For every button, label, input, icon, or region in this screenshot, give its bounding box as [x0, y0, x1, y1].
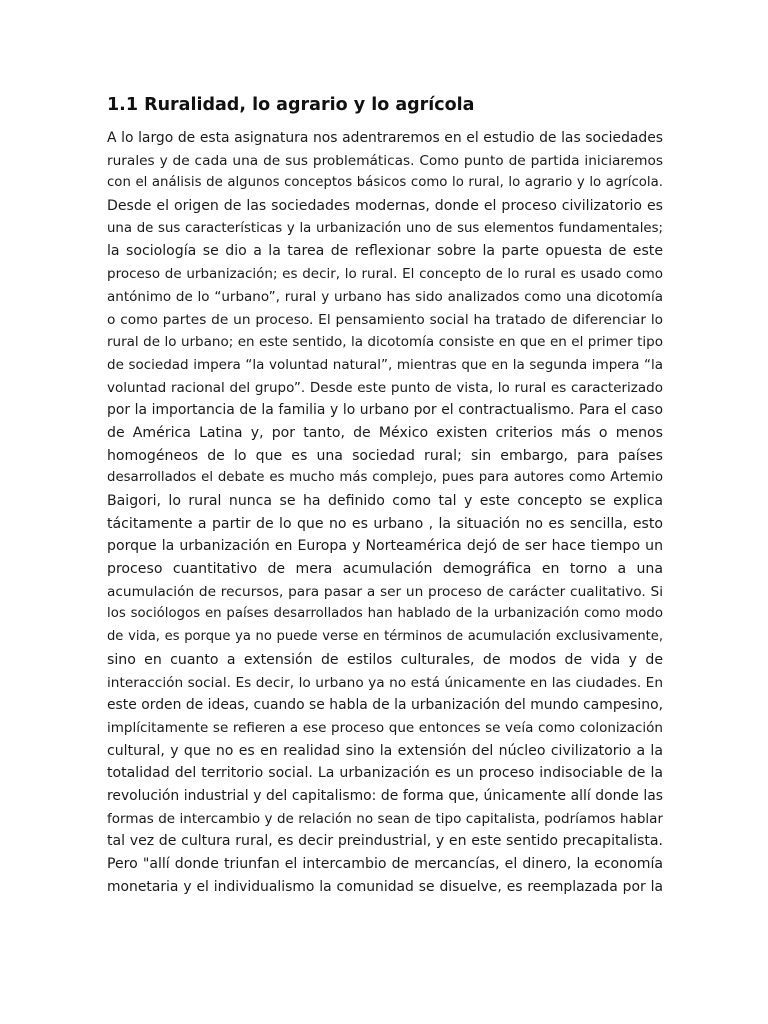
paragraph-line: sino en cuanto a extensión de estilos culturales, de modos de vida y de	[107, 651, 663, 668]
paragraph-line: proceso cuantitativo de mera acumulación demográfica en torno a una	[107, 561, 663, 578]
paragraph-line: monetaria y el individualismo la comunidad se disuelve, es reemplazada por la	[107, 878, 663, 895]
paragraph-line: voluntad racional del grupo”. Desde este punto de vista, lo rural es caracterizado	[107, 379, 663, 396]
paragraph-line: de vida, es porque ya no puede verse en términos de acumulación exclusivamente,	[107, 629, 663, 645]
paragraph-line: revolución industrial y del capitalismo: de forma que, únicamente allí donde las	[107, 787, 663, 804]
paragraph-line: antónimo de lo “urbano”, rural y urbano has sido analizados como una dicotomía	[107, 288, 663, 305]
paragraph-line: totalidad del territorio social. La urbanización es un proceso indisociable de la	[107, 765, 663, 782]
paragraph-line: tal vez de cultura rural, es decir preindustrial, y en este sentido precapitalista.	[107, 833, 663, 850]
paragraph-line: Baigori, lo rural nunca se ha definido como tal y este concepto se explica	[107, 493, 663, 509]
paragraph-line: la sociología se dio a la tarea de reflexionar sobre la parte opuesta de este	[107, 243, 663, 260]
paragraph-line: proceso de urbanización; es decir, lo rural. El concepto de lo rural es usado como	[107, 266, 663, 283]
paragraph-line: rural de lo urbano; en este sentido, la dicotomía consiste en que en el primer tipo	[107, 334, 663, 351]
paragraph-line: por la importancia de la familia y lo urbano por el contractualismo. Para el caso	[107, 402, 663, 419]
paragraph-line: tácitamente a partir de lo que no es urbano , la situación no es sencilla, esto	[107, 515, 663, 532]
paragraph-line: rurales y de cada una de sus problemáticas. Como punto de partida iniciaremos	[107, 152, 663, 169]
paragraph-line: de América Latina y, por tanto, de México existen criterios más o menos	[107, 424, 663, 441]
paragraph-line: porque la urbanización en Europa y Norteamérica dejó de ser hace tiempo un	[107, 538, 663, 555]
body-paragraph	[107, 127, 663, 898]
paragraph-line: A lo largo de esta asignatura nos adentraremos en el estudio de las sociedades	[107, 130, 663, 146]
paragraph-line: homogéneos de lo que es una sociedad rural; sin embargo, para países	[107, 447, 663, 464]
paragraph-line: cultural, y que no es en realidad sino la extensión del núcleo civilizatorio a la	[107, 742, 663, 759]
paragraph-line: implícitamente se refieren a ese proceso que entonces se veía como colonización	[107, 719, 663, 736]
paragraph-line: de sociedad impera “la voluntad natural”, mientras que en la segunda impera “la	[107, 356, 663, 373]
paragraph-line: desarrollados el debate es mucho más complejo, pues para autores como Artemio	[107, 470, 663, 486]
paragraph-line: formas de intercambio y de relación no sean de tipo capitalista, podríamos hablar	[107, 810, 663, 827]
paragraph-line: los sociólogos en países desarrollados han hablado de la urbanización como modo	[107, 606, 663, 622]
paragraph-line: con el análisis de algunos conceptos básicos como lo rural, lo agrario y lo agrícola.	[107, 175, 663, 191]
paragraph-line: acumulación de recursos, para pasar a ser un proceso de carácter cualitativo. Si	[107, 583, 663, 600]
paragraph-line: interacción social. Es decir, lo urbano ya no está únicamente en las ciudades. En	[107, 674, 663, 691]
section-heading: 1.1 Ruralidad, lo agrario y lo agrícola	[107, 95, 475, 115]
paragraph-line: una de sus características y la urbanización uno de sus elementos fundamentales;	[107, 220, 663, 236]
paragraph-line: Desde el origen de las sociedades modernas, donde el proceso civilizatorio es	[107, 198, 663, 215]
paragraph-line: Pero "allí donde triunfan el intercambio de mercancías, el dinero, la economía	[107, 856, 663, 872]
paragraph-line: este orden de ideas, cuando se habla de la urbanización del mundo campesino,	[107, 697, 663, 714]
paragraph-line: o como partes de un proceso. El pensamiento social ha tratado de diferenciar lo	[107, 311, 663, 328]
